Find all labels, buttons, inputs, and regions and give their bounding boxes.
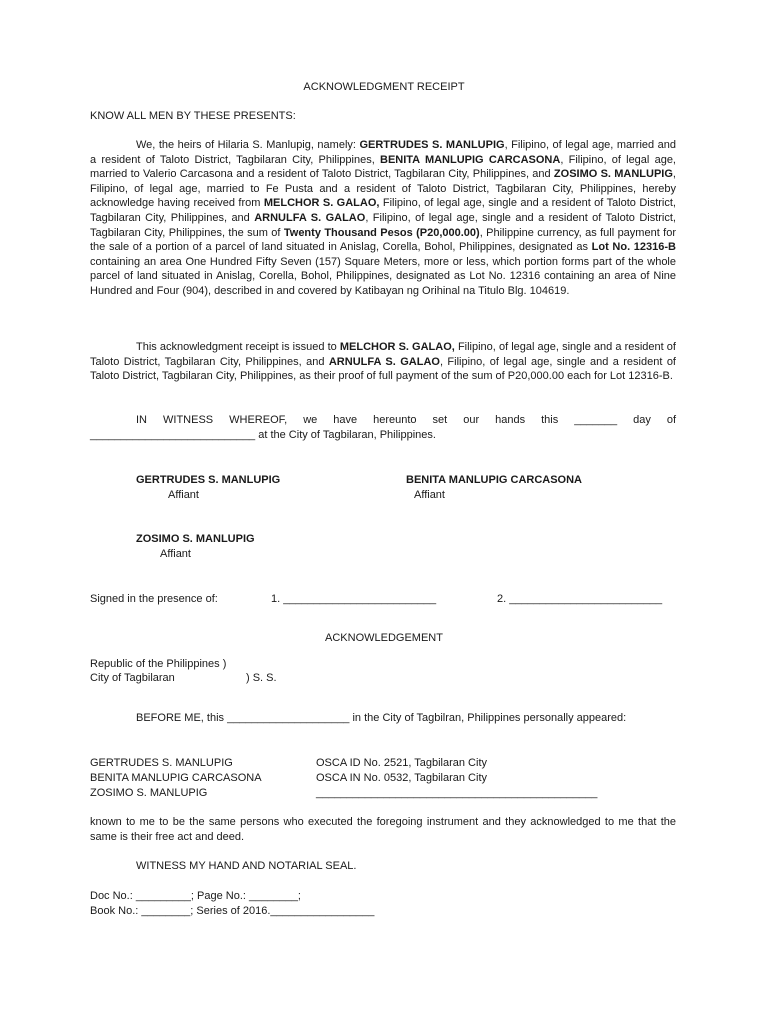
before-me-paragraph: BEFORE ME, this ____________________ in the City of Tagbilran, Philippines personally appeared: <box>136 712 627 724</box>
witness-signature-line-1: 1. _________________________ <box>271 593 437 605</box>
text-run: containing an area One Hundred Fifty Seven (157) Square Meters, more or less, which portion forms part of the whole parcel of land situated in Anislag, Corella, Bohol, Philippines, designated as Lot No. 12316 containing an area of Nine Hundred and Four (904), described in and covered by Katibayan ng Orihinal na Titulo Blg. 104619. <box>90 255 676 297</box>
text-run: , Filipino, of legal age, single and a resident of Taloto District, Tagbilaran City, Philippines, as their proof of full payment of the sum of P20,000.00 each for Lot 12316-B. <box>90 355 676 383</box>
venue-republic: Republic of the Philippines ) <box>90 658 227 670</box>
appearer-name: GERTRUDES S. MANLUPIG <box>90 757 233 769</box>
bold-text-run: Twenty Thousand Pesos (P20,000.00) <box>283 226 480 239</box>
doc-page-numbers: Doc No.: _________; Page No.: ________; <box>90 890 301 902</box>
signatory-role: Affiant <box>414 488 445 501</box>
venue-ss: ) S. S. <box>246 672 277 684</box>
witness-signature-line-2: 2. _________________________ <box>497 593 663 605</box>
appearer-id: ______________________________________________ <box>316 787 598 799</box>
acknowledgement-title: ACKNOWLEDGEMENT <box>325 632 443 644</box>
signatory-benita <box>406 473 582 502</box>
appearer-id: OSCA ID No. 2521, Tagbilaran City <box>316 757 487 769</box>
text-run: Filipino, of legal age, single and a resident of Taloto District, Tagbilaran City, Philippines, and <box>90 341 676 368</box>
bold-text-run: MELCHOR S. GALAO, <box>263 197 380 210</box>
known-paragraph: known to me to be the same persons who executed the foregoing instrument and they acknowledged to me that the same is their free act and deed. <box>90 816 676 843</box>
receipt-paragraph <box>90 138 676 299</box>
text-run: , Filipino, of legal age, married to Valerio Carcasona and a resident of Taloto District, Tagbilaran City, Philippines, and <box>90 153 676 181</box>
witness-clause <box>90 413 676 442</box>
book-series-numbers: Book No.: ________; Series of 2016._________________ <box>90 905 375 917</box>
signatory-name: GERTRUDES S. MANLUPIG <box>136 474 281 486</box>
appearer-name: ZOSIMO S. MANLUPIG <box>90 787 208 799</box>
bold-text-run: ZOSIMO S. MANLUPIG <box>553 168 673 181</box>
venue-city: City of Tagbilaran <box>90 672 175 684</box>
document-title: ACKNOWLEDGMENT RECEIPT <box>303 81 465 93</box>
signatory-role: Affiant <box>168 488 199 501</box>
bold-text-run: ARNULFA S. GALAO <box>328 355 440 368</box>
signatory-role: Affiant <box>160 547 191 560</box>
presence-label: Signed in the presence of: <box>90 593 218 605</box>
witness-line-1: IN WITNESS WHEREOF, we have hereunto set our hands this _______ day of <box>136 414 676 426</box>
signatory-gertrudes <box>136 473 280 502</box>
bold-text-run: BENITA MANLUPIG CARCASONA <box>380 153 561 166</box>
text-run: , Philippine currency, as full payment for the sale of a portion of a parcel of land situated in Anislag, Corella, Bohol, Philippines, designated as <box>90 226 676 254</box>
bold-text-run: ARNULFA S. GALAO <box>254 211 366 224</box>
opening-clause: KNOW ALL MEN BY THESE PRESENTS: <box>90 110 296 122</box>
appearer-id: OSCA IN No. 0532, Tagbilaran City <box>316 772 487 784</box>
signatory-name: BENITA MANLUPIG CARCASONA <box>406 474 582 486</box>
text-run: , Filipino, of legal age, married to Fe Pusta and a resident of Taloto District, Tagbilaran City, Philippines, hereby acknowledge having received from <box>90 168 676 210</box>
text-run: , Filipino, of legal age, single and a resident of Taloto District, Tagbilaran City, Philippines, the sum of <box>90 211 676 239</box>
notarial-seal-clause: WITNESS MY HAND AND NOTARIAL SEAL. <box>136 860 357 872</box>
signatory-zosimo <box>136 532 255 561</box>
text-run: This acknowledgment receipt is issued to <box>136 341 340 353</box>
text-run: Filipino, of legal age, single and a resident of Taloto District, Tagbilaran City, Philippines, and <box>90 197 676 224</box>
issuance-paragraph <box>90 340 676 384</box>
bold-text-run: Lot No. 12316-B <box>591 241 676 254</box>
signatory-name: ZOSIMO S. MANLUPIG <box>136 533 255 545</box>
bold-text-run: GERTRUDES S. MANLUPIG <box>359 139 505 151</box>
bold-text-run: MELCHOR S. GALAO, <box>339 341 455 353</box>
text-run: We, the heirs of Hilaria S. Manlupig, namely: <box>136 139 360 151</box>
appearer-name: BENITA MANLUPIG CARCASONA <box>90 772 262 784</box>
text-run: , Filipino, of legal age, married and a resident of Taloto District, Tagbilaran City, Philippines, <box>90 139 676 166</box>
witness-line-2: ___________________________ at the City of Tagbilaran, Philippines. <box>90 428 436 441</box>
